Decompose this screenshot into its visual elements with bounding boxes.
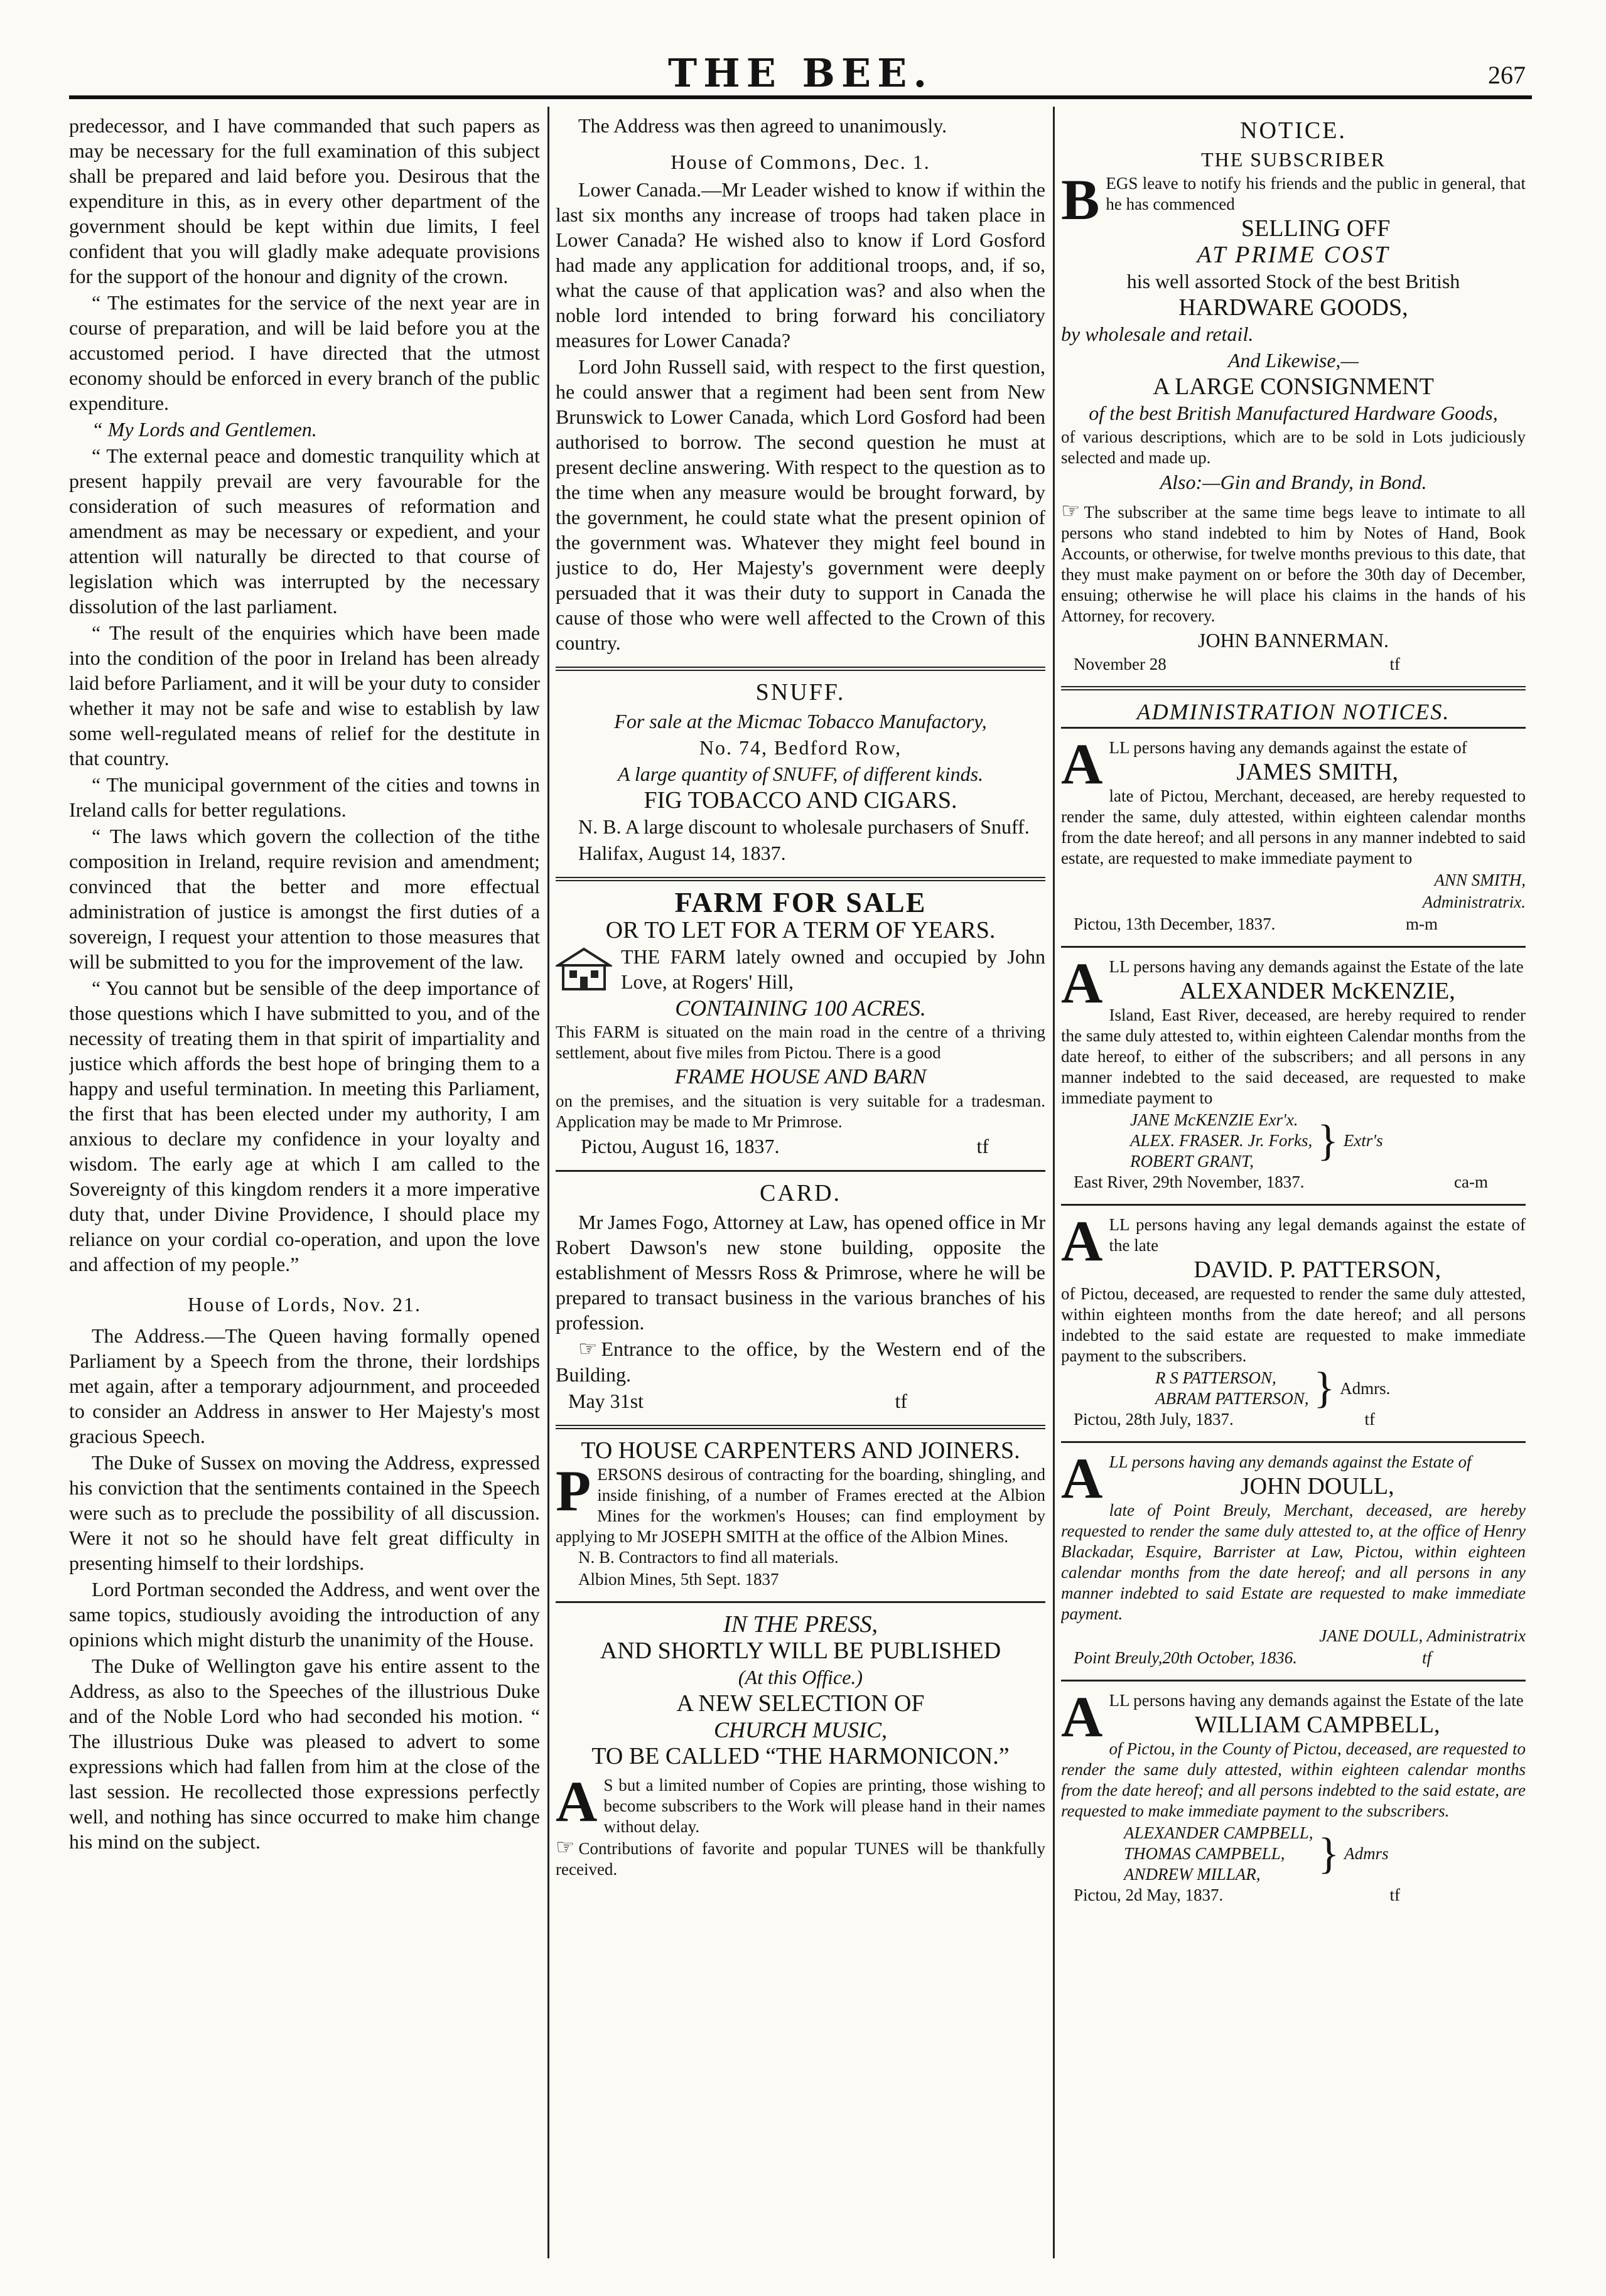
tf-mark: m-m (1406, 915, 1438, 933)
advert-line: FIG TOBACCO AND CIGARS. (644, 787, 957, 813)
advert-heading: CARD. (759, 1180, 842, 1206)
advert-line: A large quantity of SNUFF, of different kinds. (617, 763, 984, 785)
campbell-notice (1061, 1685, 1526, 1906)
advert-body: A LL persons having any demands against the estate of (1061, 732, 1467, 796)
advert-subheading: OR TO LET FOR A TERM OF YEARS. (605, 917, 996, 943)
advert-line: And Likewise,— (1228, 349, 1359, 372)
drop-cap: A (1061, 1209, 1103, 1273)
patterson-notice (1061, 1209, 1526, 1430)
section-rule (1061, 1204, 1526, 1206)
paragraph: “ The estimates for the service of the next year are in course of preparation, and will be laid before you at the accustomed period. I have directed that the utmost economy should be enforced in every branch of the public expenditure. (69, 291, 540, 414)
brace-mark: } (1317, 1116, 1339, 1165)
advert-heading: SNUFF. (755, 679, 846, 705)
advert-heading: NOTICE. (1240, 117, 1347, 144)
advert-body: late of Pictou, Merchant, deceased, are hereby requested to render the same, duly attested, within eighteen calendar months from the date hereof; and all persons in any manner indebted to said estate, are requested to make immediate payment to (1061, 786, 1526, 867)
advert-heading: TO HOUSE CARPENTERS AND JOINERS. (581, 1437, 1020, 1464)
drop-cap: B (1061, 168, 1100, 232)
tf-mark: tf (895, 1390, 907, 1412)
advert-signature: JOHN BANNERMAN. (1197, 629, 1389, 652)
estate-name: WILLIAM CAMPBELL, (1194, 1712, 1440, 1738)
advert-line: HARDWARE GOODS, (1178, 294, 1408, 321)
estate-name: ALEXANDER McKENZIE, (1179, 978, 1455, 1004)
advert-footer (556, 1134, 1045, 1159)
signature-role: Admrs. (1340, 1378, 1391, 1398)
estate-name: JOHN DOULL, (1240, 1473, 1394, 1499)
paragraph: “ The municipal government of the cities and towns in Ireland calls for better regulations. (69, 773, 540, 821)
section-rule (556, 1601, 1045, 1603)
advert-line: SELLING OFF (1241, 215, 1391, 242)
advert-date: Pictou, 28th July, 1837. (1074, 1410, 1234, 1429)
advert-date: Halifax, August 14, 1837. (578, 842, 786, 864)
smith-notice (1061, 732, 1526, 935)
advert-line: FRAME HOUSE AND BARN (674, 1065, 927, 1088)
advert-body: on the premises, and the situation is very suitable for a tradesman. Application may be made to Mr Primrose. (556, 1092, 1045, 1131)
advert-line: of the best British Manufactured Hardware Goods, (1089, 402, 1498, 424)
brace-mark: } (1313, 1364, 1335, 1412)
section-rule (1061, 727, 1526, 729)
advert-body: A LL persons having any demands against the Estate of the late (1061, 951, 1524, 1015)
press-advert (556, 1612, 1045, 1880)
signature-role: Extr's (1343, 1131, 1383, 1150)
paragraph: The Duke of Sussex on moving the Address, expressed his conviction that the sentiments contained in the Speech were such as to preclude the possibility of all discussion. Were it not so he should have felt great difficulty in presenting himself to their lordships. (69, 1451, 540, 1574)
advert-signature: ANN SMITH, (1434, 871, 1526, 889)
advert-date: Pictou, 13th December, 1837. (1074, 915, 1276, 933)
advert-date: Albion Mines, 5th Sept. 1837 (578, 1570, 779, 1589)
advert-signature: ABRAM PATTERSON, (1155, 1389, 1309, 1408)
section-heading: House of Commons, Dec. 1. (671, 151, 930, 173)
advert-date: November 28 (1074, 655, 1167, 673)
drop-cap: A (1061, 1446, 1103, 1510)
advert-body: late of Point Breuly, Merchant, deceased, are hereby requested to render the same duly attested to, at the office of Henry Blackadar, Esquire, Barrister at Law, Pictou, within eighteen calendar months from the date hereof; and all persons in any manner indebted to said Estate are requested to make immediate payment. (1061, 1501, 1526, 1623)
paragraph: “ You cannot but be sensible of the deep importance of those questions which I have submitted to you, and of the necessity of treating them in that spirit of impartiality and justice which affords the best hope of bringing them to a happy and useful termination. In meeting this Parliament, the first that has been elected under my authority, I am anxious to declare my confidence in your loyalty and wisdom. The early age at which I am called to the Sovereignty of this kingdom renders it a more imperative duty that, under Divine Providence, I should place my reliance on your cordial co-operation, and upon the love and affection of my people.” (69, 977, 540, 1275)
advert-note: N. B. Contractors to find all materials. (578, 1548, 839, 1567)
advert-footer (1061, 1648, 1526, 1668)
advert-body: A LL persons having any legal demands against the estate of the late (1061, 1209, 1526, 1273)
paragraph: “ The laws which govern the collection of the tithe composition in Ireland, require revision and amendment; convinced that the better and more effectual administration of justice is amongst the first duties of a sovereign, I request your attention to those measures that will be submitted to you for the improvement of the law. (69, 825, 540, 973)
advert-line: TO BE CALLED “THE HARMONICON.” (591, 1743, 1010, 1769)
section-rule (1061, 1680, 1526, 1682)
tf-mark: tf (1421, 1648, 1431, 1667)
address-heading: “ My Lords and Gentlemen. (92, 418, 317, 441)
section-rule (556, 667, 1045, 671)
pointing-hand-icon: ☞ (556, 1836, 575, 1859)
advert-signature: ALEX. FRASER. Jr. Forks, (1130, 1131, 1313, 1150)
advert-line: ☞ Contributions of favorite and popular TUNES will be thankfully received. (556, 1836, 1045, 1879)
advert-lead: THE FARM lately owned and occupied by John Love, at Rogers' Hill, (621, 945, 1045, 993)
pointing-hand-icon: ☞ (1061, 500, 1081, 523)
advert-line: A LARGE CONSIGNMENT (1153, 373, 1434, 400)
card-advert (556, 1181, 1045, 1414)
paragraph: The Address.—The Queen having formally opened Parliament by a Speech from the throne, their lordships met again, after a temporary adjournment, and proceeded to consider an Address in answer to Her Majesty's most gracious Speech. (69, 1324, 540, 1447)
advert-body: of Pictou, deceased, are requested to render the same duly attested, within eighteen months from the date hereof; and all persons indebted to the said estate are requested to make immediate payment to the subscribers. (1061, 1284, 1526, 1365)
paragraph: Lower Canada.—Mr Leader wished to know if within the last six months any increase of troops had taken place in Lower Canada? He wished also to know if Lord Gosford had made any application for additional troops, and, if so, what the cause of that application was? and also when the noble lord intended to bring forward his conciliatory measures for Lower Canada? (556, 178, 1045, 351)
advert-line: A NEW SELECTION OF (676, 1690, 925, 1717)
house-icon (556, 947, 612, 992)
hardware-notice (1061, 118, 1526, 675)
masthead: THE BEE. (667, 50, 934, 96)
advert-body: This FARM is situated on the main road in the centre of a thriving settlement, about five miles from Pictou. There is a good (556, 1022, 1045, 1062)
column-1 (69, 113, 540, 2258)
signatures (1061, 1110, 1526, 1172)
doull-notice (1061, 1446, 1526, 1668)
advert-line: THE SUBSCRIBER (1201, 148, 1386, 171)
advert-date: Point Breuly,20th October, 1836. (1074, 1648, 1297, 1667)
estate-name: JAMES SMITH, (1236, 759, 1399, 785)
snuff-advert (556, 680, 1045, 866)
brace-mark: } (1318, 1829, 1340, 1878)
advert-date: Pictou, August 16, 1837. (581, 1135, 780, 1157)
advert-heading: FARM FOR SALE (674, 886, 927, 918)
advert-line: his well assorted Stock of the best British (1126, 270, 1460, 292)
advert-date: May 31st (568, 1390, 644, 1412)
advert-body: of Pictou, in the County of Pictou, deceased, are requested to render the same duly attested, within eighteen calendar months from the date hereof; and all persons indebted to the said estate, are requested to make immediate payment to the subscribers. (1061, 1739, 1526, 1820)
advert-body: of various descriptions, which are to be sold in Lots judiciously selected and made up. (1061, 427, 1526, 467)
advert-line: No. 74, Bedford Row, (699, 736, 902, 759)
pointing-hand-icon: ☞ (578, 1338, 598, 1361)
drop-cap: A (1061, 1685, 1103, 1749)
section-rule (1061, 686, 1526, 690)
advert-footer (1061, 914, 1526, 935)
drop-cap: A (1061, 951, 1103, 1015)
signatures (1061, 1823, 1526, 1885)
drop-cap: A (556, 1769, 598, 1833)
tf-mark: tf (1389, 1886, 1400, 1904)
advert-line: CHURCH MUSIC, (714, 1717, 887, 1742)
paragraph: “ The result of the enquiries which have been made into the condition of the poor in Ireland has been already laid before Parliament, and it will be your duty to consider whether it may not be safe and wise to establish by law some well-regulated means of relief for the destitute in that country. (69, 621, 540, 770)
page-number: 267 (1488, 61, 1526, 89)
tf-mark: tf (976, 1135, 989, 1157)
advert-body: A LL persons having any demands against the Estate of (1061, 1446, 1472, 1510)
advert-signature: ALEXANDER CAMPBELL, (1124, 1823, 1313, 1842)
advert-signature: THOMAS CAMPBELL, (1124, 1844, 1285, 1863)
advert-footer (1061, 1409, 1526, 1430)
tf-mark: tf (1364, 1410, 1375, 1429)
paragraph: The Address was then agreed to unanimously. (578, 114, 947, 137)
section-rule (556, 877, 1045, 881)
section-rule (1061, 1441, 1526, 1443)
advert-signature: ROBERT GRANT, (1130, 1152, 1254, 1171)
paragraph: The Duke of Wellington gave his entire assent to the Address, as also to the Speeches of the illustrious Duke and of the Noble Lord who had seconded his motion. “ The illustrious Duke was pleased to advert to some expressions which had fallen from him at the close of the last session. He recollected those expressions perfectly well, and nothing has since occurred to make him change his mind on the subject. (69, 1655, 540, 1853)
advert-line: (At this Office.) (738, 1666, 863, 1688)
advert-signature: JANE DOULL, Administratrix (1319, 1626, 1526, 1645)
paragraph: Lord Portman seconded the Address, and went over the same topics, studiously avoiding the introduction of any opinions which might disturb the unanimity of the House. (69, 1578, 540, 1651)
mckenzie-notice (1061, 951, 1526, 1193)
column-2 (556, 113, 1045, 2258)
section-heading: House of Lords, Nov. 21. (187, 1293, 422, 1316)
paragraph: predecessor, and I have commanded that such papers as may be necessary for the full examination of this subject shall be prepared and laid before you. Desirous that the expenditure in this, as in every other department of the government should be kept within due limits, I feel confident that you will gladly make adequate provisions for the support of the honour and dignity of the crown. (69, 114, 540, 287)
advert-signature: R S PATTERSON, (1155, 1368, 1276, 1387)
carpenters-advert (556, 1438, 1045, 1590)
section-rule (556, 1425, 1045, 1429)
signatures (1061, 1364, 1526, 1412)
advert-date: Pictou, 2d May, 1837. (1074, 1886, 1224, 1904)
signature-role: Administratrix. (1422, 893, 1526, 911)
drop-cap: P (556, 1459, 591, 1523)
estate-name: DAVID. P. PATTERSON, (1194, 1257, 1442, 1283)
signature-role: Admrs (1344, 1844, 1389, 1863)
advert-line: Also:—Gin and Brandy, in Bond. (1160, 471, 1427, 493)
advert-signature: JANE McKENZIE Exr'x. (1130, 1110, 1298, 1129)
advert-date: East River, 29th November, 1837. (1074, 1172, 1305, 1191)
header-rule (69, 95, 1532, 99)
section-rule (1061, 946, 1526, 948)
advert-body: B EGS leave to notify his friends and the public in general, that he has commenced (1061, 168, 1526, 232)
tf-mark: ca-m (1454, 1172, 1488, 1191)
advert-note: N. B. A large discount to wholesale purchasers of Snuff. (578, 815, 1030, 838)
page-header (69, 38, 1532, 100)
advert-line: AND SHORTLY WILL BE PUBLISHED (600, 1638, 1001, 1664)
column-divider (547, 107, 549, 2258)
advert-line: IN THE PRESS, (723, 1611, 878, 1638)
advert-footer (556, 1388, 1045, 1414)
advert-line: AT PRIME COST (1197, 242, 1390, 268)
farm-advert (556, 886, 1045, 1159)
advert-body: Mr James Fogo, Attorney at Law, has opened office in Mr Robert Dawson's new stone building, opposite the establishment of Messrs Ross & Primrose, where he will be prepared to transact business in the various branches of his profession. (556, 1211, 1045, 1334)
advert-line: ☞ Entrance to the office, by the Western end of the Building. (556, 1338, 1045, 1386)
tf-mark: tf (1389, 655, 1400, 673)
advert-body: P ERSONS desirous of contracting for the boarding, shingling, and inside finishing, of a number of Frames erected at the Albion Mines for the workmen's Houses; can find employment by applying to Mr JOSEPH SMITH at the office of the Albion Mines. (556, 1459, 1045, 1546)
section-heading: ADMINISTRATION NOTICES. (1136, 699, 1450, 724)
advert-footer (1061, 1885, 1526, 1906)
column-3 (1061, 113, 1526, 2258)
advert-signature: ANDREW MILLAR, (1124, 1865, 1261, 1884)
advert-line: For sale at the Micmac Tobacco Manufactory, (614, 710, 987, 732)
advert-footer (1061, 1172, 1526, 1193)
advert-body: A S but a limited number of Copies are printing, those wishing to become subscribers to the Work will please hand in their names without delay. (556, 1769, 1045, 1836)
paragraph: Lord John Russell said, with respect to the first question, he could answer that a regiment had been sent from New Brunswick to Lower Canada, which Lord Gosford had been authorised to borrow. The second question he must at present decline answering. With respect to the question as to the time when any measure would be brought forward, by the government, he could state what the present opinion of the government was. Whatever they might feel bound in justice to do, Her Majesty's government were deeply persuaded that it was their duty to support in Canada the cause of those who were well affected to the Crown of this country. (556, 355, 1045, 654)
column-divider (1053, 107, 1055, 2258)
section-rule (556, 1170, 1045, 1172)
advert-body: A LL persons having any demands against the Estate of the late (1061, 1685, 1524, 1749)
paragraph: “ The external peace and domestic tranquility which at present happily prevail are very favourable for the consideration of such measures of reformation and amendment as may be necessary or expedient, and your attention will naturally be directed to that course of legislation which was interrupted by the necessary dissolution of the last parliament. (69, 444, 540, 618)
drop-cap: A (1061, 732, 1103, 796)
advert-line: by wholesale and retail. (1061, 323, 1254, 345)
advert-body: Island, East River, deceased, are hereby required to render the same duly attested to, within eighteen Calendar months from the date hereof, to either of the subscribers; and all persons in any manner indebted to the said deceased, are requested to make immediate payment to (1061, 1006, 1526, 1107)
advert-footer (1061, 654, 1526, 675)
advert-line: CONTAINING 100 ACRES. (675, 995, 926, 1021)
advert-body: ☞ The subscriber at the same time begs leave to intimate to all persons who stand indebted to him by Notes of Hand, Book Accounts, or otherwise, for twelve months previous to this date, that they must make payment on or before the 30th day of December, ensuing; otherwise he will place his claims in the hands of his Attorney, for recovery. (1061, 500, 1526, 625)
